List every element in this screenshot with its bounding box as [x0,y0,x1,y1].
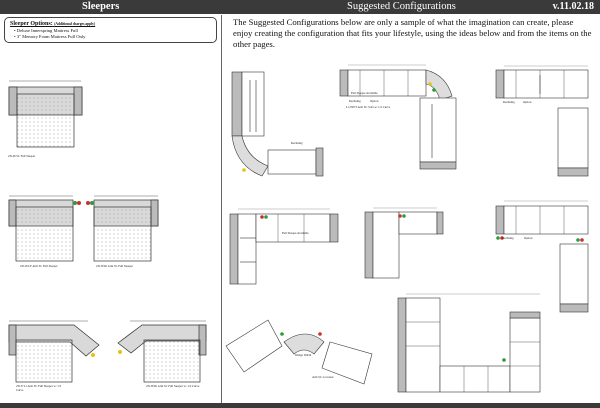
config-sectional-d [230,214,338,284]
reclining-label: Reclining [502,236,514,240]
raf-sleeper-label: 23130 Rt Arm SC Full Sleeper [96,264,133,268]
config-sectional-e [365,212,443,278]
full-sleeper-available-label: Full Sleeper Available [351,91,378,95]
reclining-label: Reclining [291,141,303,145]
section-title: Suggested Configurations [347,1,456,12]
config-sectional-f [496,206,588,312]
sleeper-options-note: (Additional charges apply) [54,22,96,26]
option-label: Option [370,99,379,103]
sleeper-options-title: Sleeper Options: [10,21,53,27]
reclining-label: Reclining [503,100,515,104]
config-curved-b [340,70,456,169]
raf-curve-sleeper-label: 23136 Rt Arm SC Full Sleeper w/ 1/2 Curve [146,384,200,388]
laf-curve-sleeper-label: 23137 Lt Arm SC Full Sleeper w/ 1/2 Curve [16,384,62,392]
version-label: v.11.02.18 [552,1,594,12]
option-label: Option [524,236,533,240]
loveseat-label: Arm SC Loveseat [312,375,334,379]
reclining-label: Reclining [349,99,361,103]
config-wedge-g [226,320,372,384]
footer-bar [0,403,600,408]
page-title: Sleepers [82,1,120,12]
full-sleeper-label: 23146 SC Full Sleeper [8,154,36,158]
sleeper-option-item: • 3" Memory Foam Mattress Full Only [14,34,85,40]
config-sectional-c [496,70,588,176]
sleeper-option-item: • Deluxe Innerspring Mattress Full [14,28,85,34]
config-sectional-h [398,298,540,392]
wedge-label: Wedge 30434 [294,353,312,357]
option-label: Option [523,100,532,104]
full-sleeper-available-label: Full Sleeper Available [282,231,309,235]
laf-sofa-curve-label: Lt 23073 Arm SC Sofa w/ 1/2 Curve [346,105,391,109]
intro-paragraph: The Suggested Configurations below are only a sample of what the imagination can create, please enjoy creating the configuration that fits your lifestyle, using the ideas below and from the items on the other pages. [233,17,592,49]
config-curved-a [232,72,323,176]
laf-sleeper-label: 23129 LF Arm SC Full Sleeper [20,264,58,268]
